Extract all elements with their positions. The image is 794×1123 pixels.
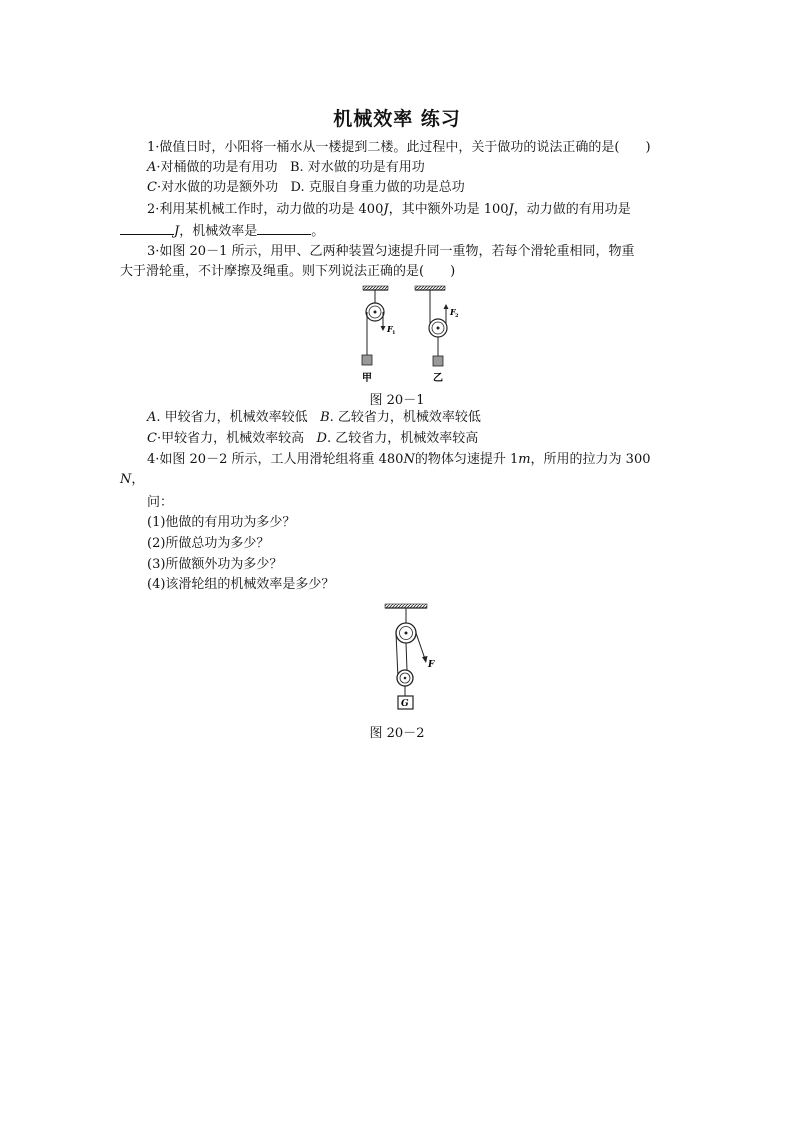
fixed-pulley-jia	[362, 286, 388, 365]
force-f2-label: F	[450, 307, 456, 317]
q2-line2	[120, 221, 324, 241]
q4-unit-n-2: N	[120, 472, 132, 487]
q2-unit-3: J	[174, 224, 180, 239]
q1-option-d-letter: D	[290, 180, 301, 195]
q2-line1	[147, 201, 631, 219]
q4-ask: 问：	[147, 495, 174, 510]
q3-option-d-letter: D	[316, 431, 327, 446]
q1-option-c-letter: C	[147, 180, 157, 195]
figure-20-1-caption: 图 20－1	[369, 393, 425, 408]
q3-option-d: . 乙较省力，机械效率较高	[326, 431, 479, 446]
q2-answer-blank-1[interactable]	[120, 221, 174, 235]
q4-line2-end: ，	[131, 472, 145, 487]
q1-option-a-letter: A	[147, 160, 157, 175]
q2-text-2: ，其中额外功是 100	[388, 202, 509, 217]
q3-option-a-letter: A	[147, 410, 157, 425]
q3-option-b-letter: B	[320, 410, 330, 425]
q4-unit-m: m	[518, 452, 531, 467]
q4-text-1: 4·如图 20－2 所示，工人用滑轮组将重 480	[147, 452, 404, 467]
q3-options-cd	[147, 430, 478, 448]
q4-sub-question-4: (4)该滑轮组的机械效率是多少？	[147, 577, 335, 592]
pulley-block-figure-20-2	[380, 602, 442, 714]
q4-unit-n: N	[403, 452, 415, 467]
q1-option-d: . 克服自身重力做的功是总功	[300, 180, 465, 195]
figure-20-2-caption: 图 20－2	[369, 726, 425, 741]
force-f1-subscript: 1	[392, 330, 396, 336]
q3-option-c-letter: C	[147, 431, 157, 446]
q2-text-3: ，动力做的有用功是	[513, 202, 631, 217]
q3-line1: 3·如图 20－1 所示，用甲、乙两种装置匀速提升同一重物，若每个滑轮重相同，物重	[147, 244, 635, 259]
q4-text-3: ，所用的拉力为 300	[530, 452, 651, 467]
q1-stem: 1·做值日时，小阳将一桶水从一楼提到二楼。此过程中，关于做功的说法正确的是( )	[147, 140, 651, 155]
q1-option-c: ·对水做的功是额外功	[156, 180, 279, 195]
q1-option-a: ·对桶做的功是有用功	[156, 160, 278, 175]
force-f-label: F	[428, 660, 435, 670]
q4-line2	[120, 471, 144, 489]
q2-text-4: ，机械效率是	[179, 224, 258, 239]
q2-unit-2: J	[508, 202, 514, 217]
weight-g-label: G	[401, 699, 409, 709]
q3-option-b: . 乙较省力，机械效率较低	[329, 410, 481, 425]
q1-option-b: . 对水做的功是有用功	[299, 160, 425, 175]
q4-sub-question-2: (2)所做总功为多少？	[147, 536, 270, 551]
q1-options-cd	[147, 179, 465, 197]
q3-line2: 大于滑轮重，不计摩擦及绳重。则下列说法正确的是( )	[120, 264, 456, 279]
force-f1-label: F	[387, 324, 393, 334]
movable-pulley-yi	[415, 286, 449, 366]
q2-text-1: 2·利用某机械工作时，动力做的功是 400	[147, 202, 384, 217]
q2-unit-1: J	[383, 202, 389, 217]
q1-option-b-letter: B	[289, 160, 300, 175]
figure-label-jia: 甲	[362, 373, 372, 384]
q2-end: 。	[311, 224, 325, 239]
q3-option-a: . 甲较省力，机械效率较低	[156, 410, 308, 425]
force-f2-subscript: 2	[455, 313, 459, 319]
figure-label-yi: 乙	[433, 373, 443, 384]
q1-options-ab	[147, 159, 425, 177]
q3-option-c: ·甲较省力，机械效率较高	[156, 431, 305, 446]
q3-options-ab	[147, 409, 481, 427]
q4-text-2: 的物体匀速提升 1	[414, 452, 519, 467]
pulley-figure-20-1	[355, 283, 465, 385]
q4-line1	[147, 451, 651, 469]
q4-sub-question-3: (3)所做额外功为多少？	[147, 557, 283, 572]
q2-answer-blank-2[interactable]	[257, 221, 311, 235]
page-title: 机械效率 练习	[333, 108, 461, 130]
q4-sub-question-1: (1)他做的有用功为多少？	[147, 515, 296, 530]
